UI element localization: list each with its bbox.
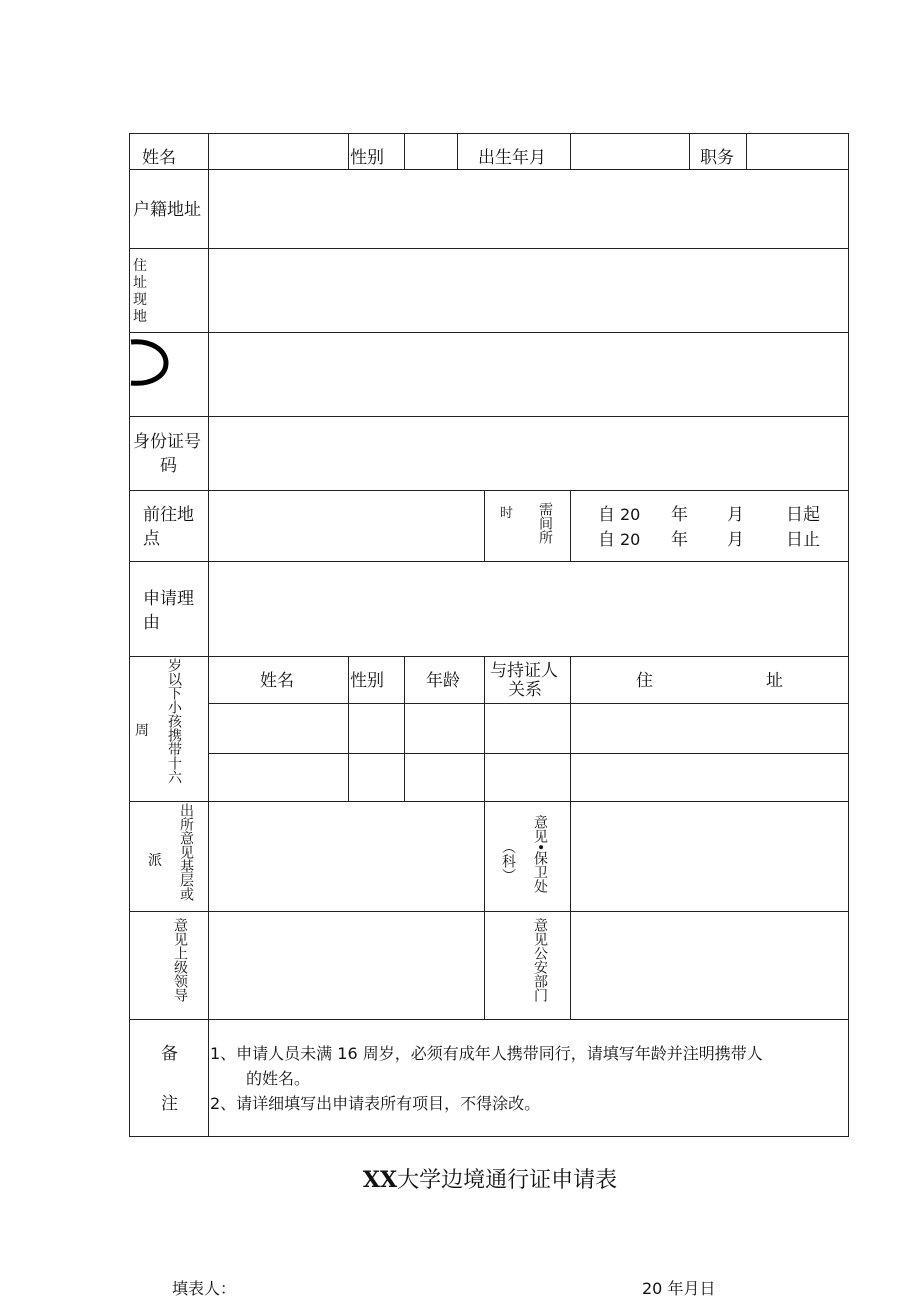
destination-label-line1: 前往地 (143, 505, 194, 525)
fill-date-label: 20 年月日 (642, 1279, 716, 1298)
name-label: 姓名 (142, 148, 176, 168)
form-title: XX大学边境通行证申请表 (362, 1167, 618, 1193)
period-start-month-field[interactable]: 月 (727, 505, 744, 525)
note-item-2: 2、请详细填写出申请表所有项目，不得涂改。 (210, 1094, 541, 1113)
security-office-label-b: 意见•保卫处 (532, 815, 548, 894)
household-address-label: 户籍地址 (133, 200, 201, 220)
police-station-opinion-field[interactable] (210, 803, 483, 910)
child-gender-header: 性别 (350, 671, 384, 691)
police-station-label-a: 派 (148, 853, 162, 869)
destination-field[interactable] (210, 492, 483, 560)
security-office-label-a: （科） (500, 840, 516, 882)
period-start-day-field[interactable]: 日起 (786, 505, 820, 525)
id-number-field[interactable] (210, 418, 847, 489)
position-label: 职务 (700, 148, 734, 168)
bracket-mark (129, 338, 169, 388)
name-field[interactable] (210, 135, 347, 168)
child-row-1[interactable] (210, 705, 847, 752)
period-end-day-field[interactable]: 日止 (786, 530, 820, 550)
notes-label-1: 备 (161, 1044, 178, 1064)
public-security-opinion-field[interactable] (572, 913, 847, 1018)
period-end-year-field[interactable]: 20 (620, 530, 641, 549)
children-section-label-a: 周 (135, 723, 149, 739)
public-security-label: 意见公安部门 (532, 918, 548, 1002)
household-address-field[interactable] (210, 171, 847, 247)
current-address-label: 住 址 现 地 (133, 258, 147, 325)
current-address-field[interactable] (210, 250, 847, 331)
superior-leader-label: 意见上级领导 (172, 918, 188, 1002)
id-number-label-line1: 身份证号 (133, 432, 201, 452)
destination-label-line2: 点 (143, 529, 160, 549)
time-label: 需间所 (537, 502, 553, 544)
birth-date-field[interactable] (572, 135, 688, 168)
child-address-header-b: 址 (766, 671, 783, 691)
blank-row-field[interactable] (210, 334, 847, 415)
security-office-opinion-field[interactable] (572, 803, 847, 910)
child-row-2[interactable] (210, 755, 847, 800)
time-label-shi: 时 (500, 506, 514, 521)
child-name-header: 姓名 (260, 671, 294, 691)
superior-leader-opinion-field[interactable] (210, 913, 483, 1018)
note-item-1-line2: 的姓名。 (246, 1069, 311, 1088)
id-number-label-line2: 码 (160, 456, 177, 476)
gender-label: 性别 (350, 148, 384, 168)
period-end-month-field[interactable]: 月 (727, 530, 744, 550)
child-relation-header-line2: 关系 (508, 680, 542, 700)
child-address-header-a: 住 (636, 671, 653, 691)
period-start-year-field[interactable]: 20 (620, 505, 641, 524)
position-field[interactable] (748, 135, 847, 168)
note-item-1-line1: 1、申请人员未满 16 周岁，必须有成年人携带同行，请填写年龄并注明携带人 (210, 1044, 763, 1063)
reason-label-line2: 由 (143, 613, 160, 633)
gender-field[interactable] (406, 135, 456, 168)
child-relation-header-line1: 与持证人 (490, 661, 558, 681)
police-station-label-b: 出所意见基层或 (178, 803, 194, 901)
reason-label-line1: 申请理 (143, 589, 194, 609)
children-section-label-b: 岁以下小孩携带十六 (166, 658, 182, 784)
child-age-header: 年龄 (426, 671, 460, 691)
notes-label-2: 注 (161, 1094, 178, 1114)
reason-field[interactable] (210, 563, 847, 655)
birth-date-label: 出生年月 (478, 148, 546, 168)
filler-label: 填表人： (172, 1279, 237, 1298)
